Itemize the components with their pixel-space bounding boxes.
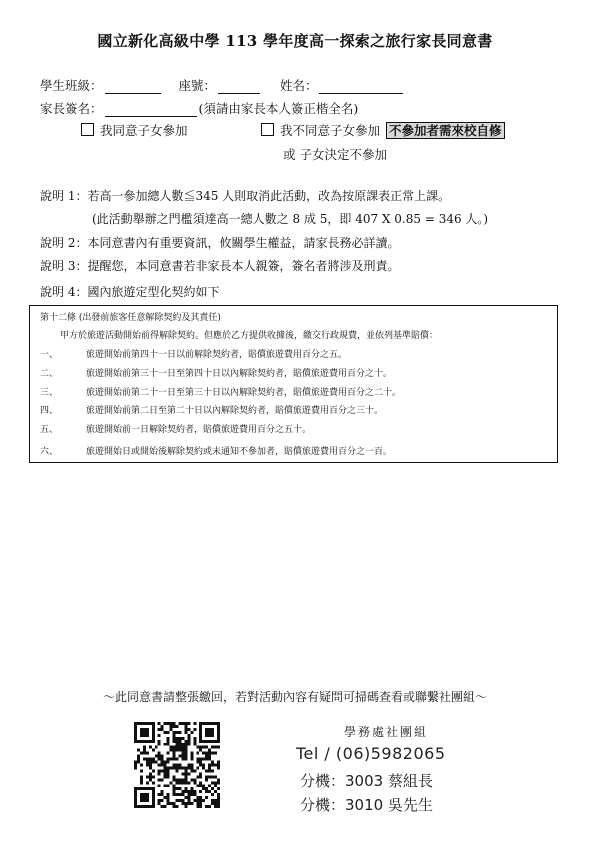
- contract-box: [29, 305, 558, 463]
- agree-checkbox[interactable]: [81, 123, 94, 136]
- seat-field[interactable]: [218, 81, 260, 94]
- class-field[interactable]: [105, 81, 161, 94]
- contract-item-num: 一、: [40, 350, 59, 360]
- extension-2: 分機：3010 吳先生: [300, 796, 433, 814]
- disagree-note: 不參加者需來校自修: [386, 122, 505, 139]
- explanation-1-detail: (此活動舉辦之門檻須達高一總人數之 8 成 5，即 407 X 0.85 = 346 人。): [92, 212, 489, 226]
- contract-item-num: 四、: [40, 406, 59, 416]
- name-label: 姓名：: [279, 78, 318, 93]
- agree-label: 我同意子女參加: [100, 123, 188, 138]
- explanation-4: 說明 4：國內旅遊定型化契約如下: [40, 285, 220, 299]
- contract-heading: 第十二條 (出發前旅客任意解除契約及其責任): [40, 313, 221, 323]
- contract-item-text: 旅遊開始前第四十一日以前解除契約者，賠償旅遊費用百分之五。: [86, 350, 348, 360]
- agree-option[interactable]: [81, 121, 188, 139]
- phone-number: Tel / (06)5982065: [296, 744, 446, 763]
- parent-hint: (須請由家長本人簽正楷全名): [198, 101, 359, 116]
- parent-label: 家長簽名：: [40, 101, 103, 116]
- explanation-3: 說明 3：提醒您，本同意書若非家長本人親簽，簽名者將涉及刑責。: [40, 259, 400, 273]
- name-field[interactable]: [319, 81, 403, 94]
- explanation-1: 說明 1：若高一參加總人數≦345 人則取消此活動，改為按原課表正常上課。: [40, 189, 451, 203]
- explanation-2: 說明 2：本同意書內有重要資訊，攸關學生權益，請家長務必詳讀。: [40, 236, 400, 250]
- contract-item-num: 六、: [40, 447, 59, 457]
- parent-sign-field[interactable]: [105, 104, 197, 117]
- contract-item-num: 五、: [40, 425, 59, 435]
- contract-intro: 甲方於旅遊活動開始前得解除契約。但應於乙方提供收據後，繳交行政規費，並依列基準賠償：: [60, 331, 439, 341]
- page-title: 國立新化高級中學 113 學年度高一探索之旅行家長同意書: [97, 32, 493, 50]
- extension-1: 分機：3003 蔡組長: [300, 772, 433, 790]
- qr-code-icon[interactable]: [134, 722, 220, 808]
- contract-item-text: 旅遊開始前第二日至第二十日以內解除契約者，賠償旅遊費用百分之三十。: [86, 406, 384, 416]
- or-label: 或 子女決定不參加: [283, 147, 387, 162]
- office-name: 學務處社團組: [344, 725, 429, 739]
- disagree-option[interactable]: [261, 121, 505, 139]
- disagree-label: 我不同意子女參加: [280, 123, 381, 138]
- seat-label: 座號：: [178, 78, 216, 93]
- return-note: ～此同意書請整張繳回，若對活動內容有疑問可掃碼查看或聯繫社團組～: [102, 690, 487, 704]
- contract-item-text: 旅遊開始前第二十一日至第三十日以內解除契約者，賠償旅遊費用百分之二十。: [86, 388, 402, 398]
- disagree-checkbox[interactable]: [261, 123, 274, 136]
- contract-item-text: 旅遊開始日或開始後解除契約或未通知不參加者，賠償旅遊費用百分之一百。: [86, 447, 393, 457]
- student-info-row: [40, 76, 405, 94]
- contract-item-num: 二、: [40, 369, 59, 379]
- contract-item-text: 旅遊開始前一日解除契約者，賠償旅遊費用百分之五十。: [86, 425, 312, 435]
- contract-item-text: 旅遊開始前第三十一日至第四十日以內解除契約者，賠償旅遊費用百分之十。: [86, 369, 393, 379]
- parent-sign-row: [40, 99, 358, 117]
- contract-item-num: 三、: [40, 388, 59, 398]
- class-label: 學生班級：: [40, 78, 103, 93]
